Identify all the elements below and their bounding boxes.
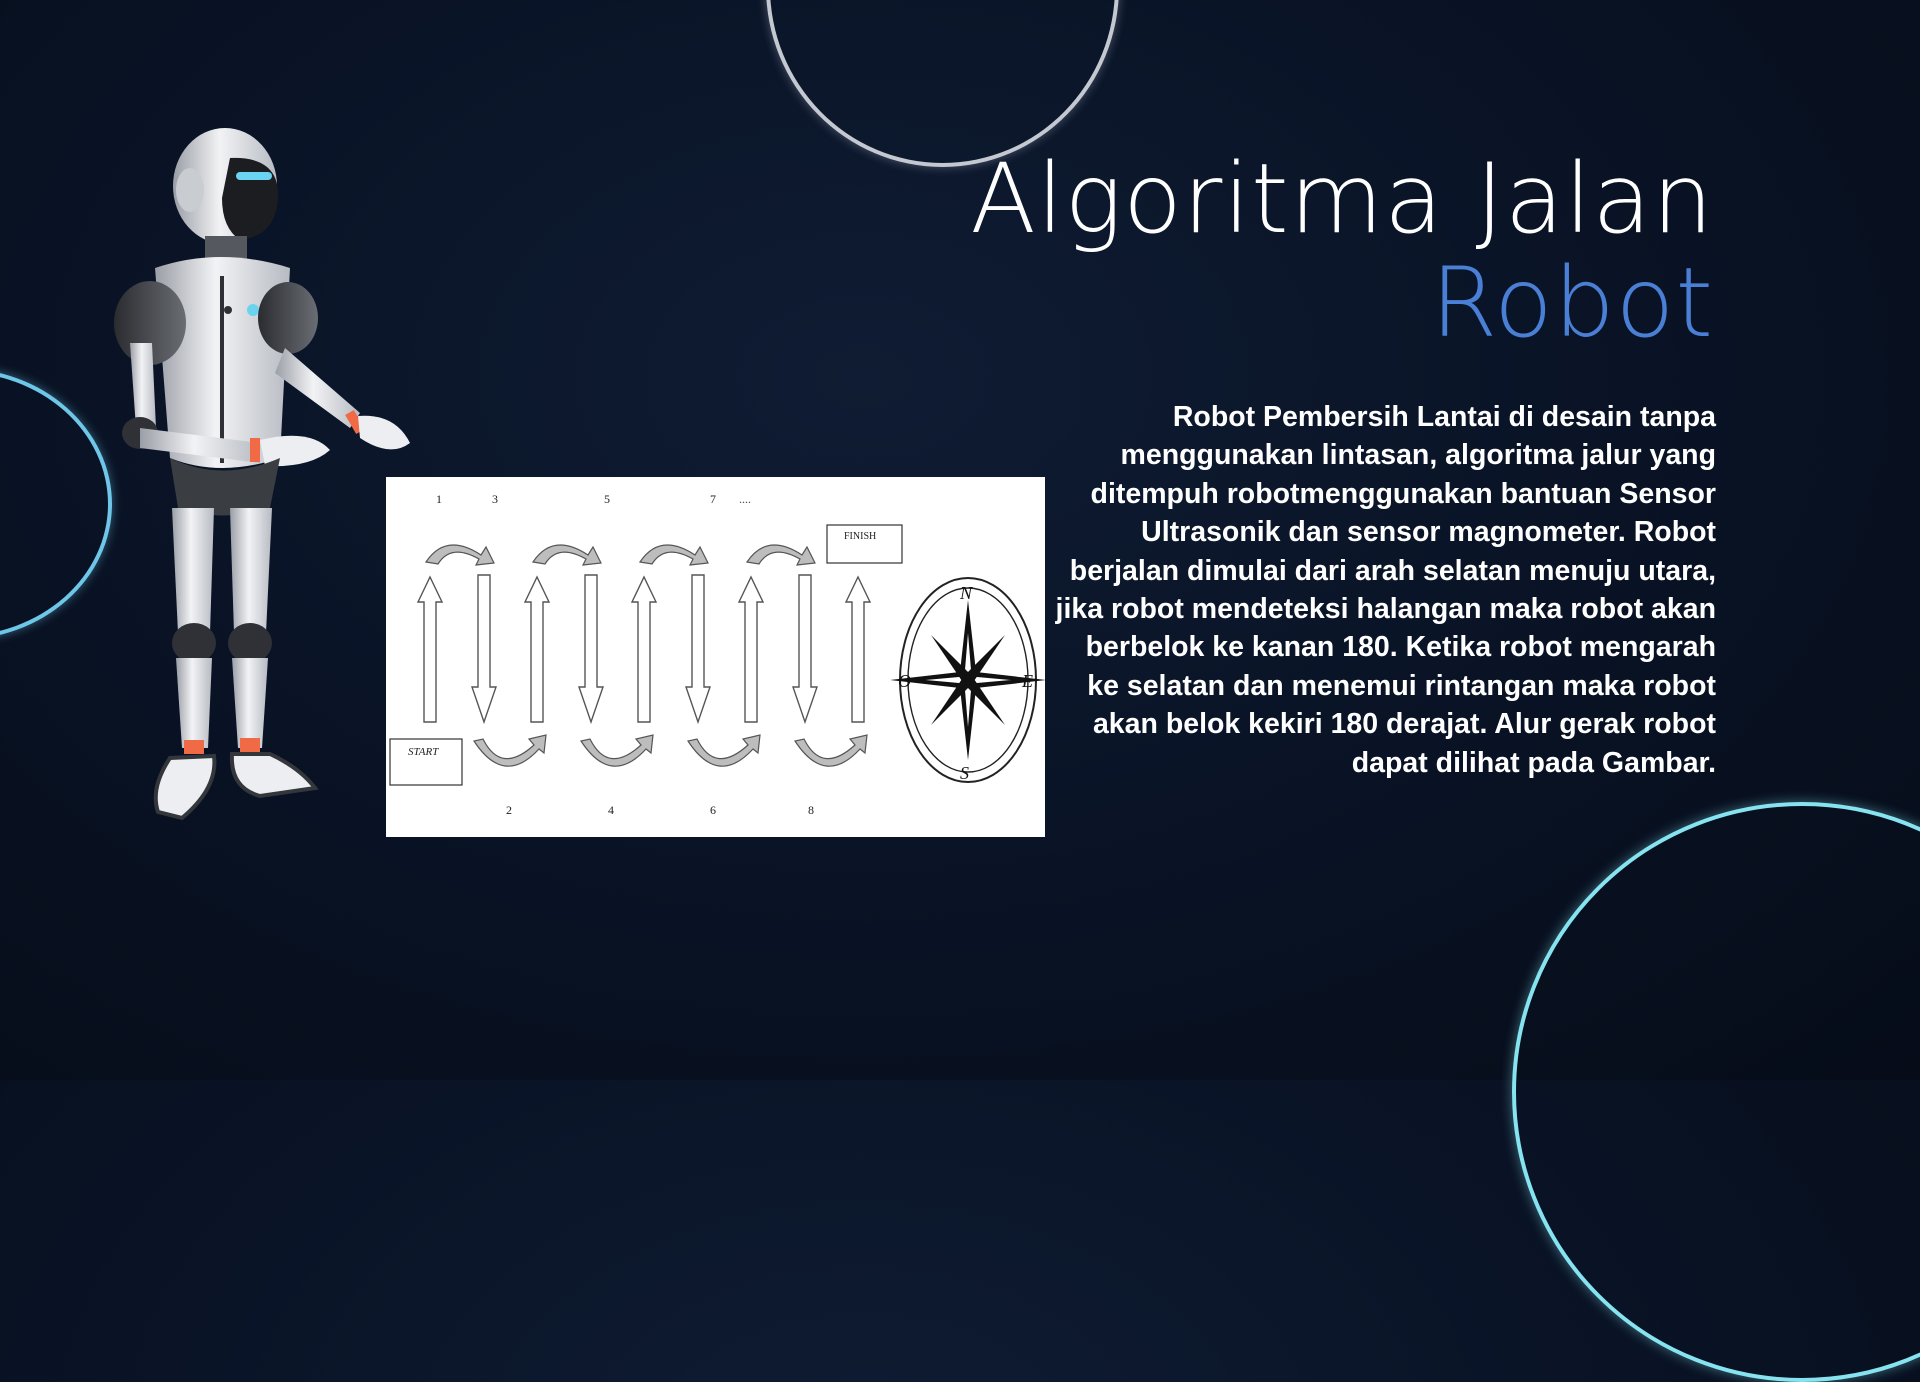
turn-right-arrow [426, 545, 494, 565]
compass-icon [890, 578, 1045, 783]
bottom-turn-arrows [474, 735, 867, 766]
arrow-up [632, 577, 656, 722]
compass-north: N [960, 583, 973, 603]
robot-path-diagram [386, 477, 1045, 837]
bottom-number-4: 4 [608, 803, 614, 817]
compass-east: E [1022, 671, 1033, 691]
finish-label: FINISH [844, 531, 877, 542]
decorative-ring-right [1512, 802, 1920, 1382]
top-number-5: 5 [604, 492, 610, 506]
arrow-up [418, 577, 442, 722]
turn-left-arrow [581, 735, 653, 766]
top-number-3: 3 [492, 492, 498, 506]
arrow-down [472, 575, 496, 722]
compass-south: S [960, 763, 969, 783]
turn-left-arrow [795, 735, 867, 766]
top-number-7: 7 [710, 492, 716, 506]
compass-west: O [898, 671, 911, 691]
turn-left-arrow [688, 735, 760, 766]
bottom-number-2: 2 [506, 803, 512, 817]
path-arrows [418, 575, 870, 722]
title-line-1: Algoritma Jalan [970, 143, 1714, 255]
arrow-up [525, 577, 549, 722]
arrow-down [686, 575, 710, 722]
turn-right-arrow [747, 545, 815, 565]
arrow-up [846, 577, 870, 722]
turn-left-arrow [474, 735, 546, 766]
start-label: START [408, 746, 439, 758]
arrow-down [579, 575, 603, 722]
slide-title [970, 143, 1714, 359]
bottom-number-8: 8 [808, 803, 814, 817]
description-paragraph: Robot Pembersih Lantai di desain tanpa menggunakan lintasan, algoritma jalur yang ditempuh robotmenggunakan bantuan Sensor Ultrasonik dan sensor magnometer. Robot berjalan dimulai dari arah selatan menuju utara, jika robot mendeteksi halangan maka robot akan berbelok ke kanan 180. Ketika robot mengarah ke selatan dan menemui rintangan maka robot akan belok kekiri 180 derajat. Alur gerak robot dapat dilihat pada Gambar. [1055, 401, 1716, 779]
bottom-number-6: 6 [710, 803, 716, 817]
turn-right-arrow [640, 545, 708, 565]
top-turn-arrows [426, 545, 815, 565]
decorative-ring-top [766, 0, 1119, 167]
arrow-up [739, 577, 763, 722]
title-line-2: Robot [1430, 246, 1714, 359]
arrow-down [793, 575, 817, 722]
top-number-1: 1 [436, 492, 442, 506]
turn-right-arrow [533, 545, 601, 565]
top-number-ellipsis: .... [739, 492, 751, 506]
decorative-ring-left [0, 368, 112, 640]
